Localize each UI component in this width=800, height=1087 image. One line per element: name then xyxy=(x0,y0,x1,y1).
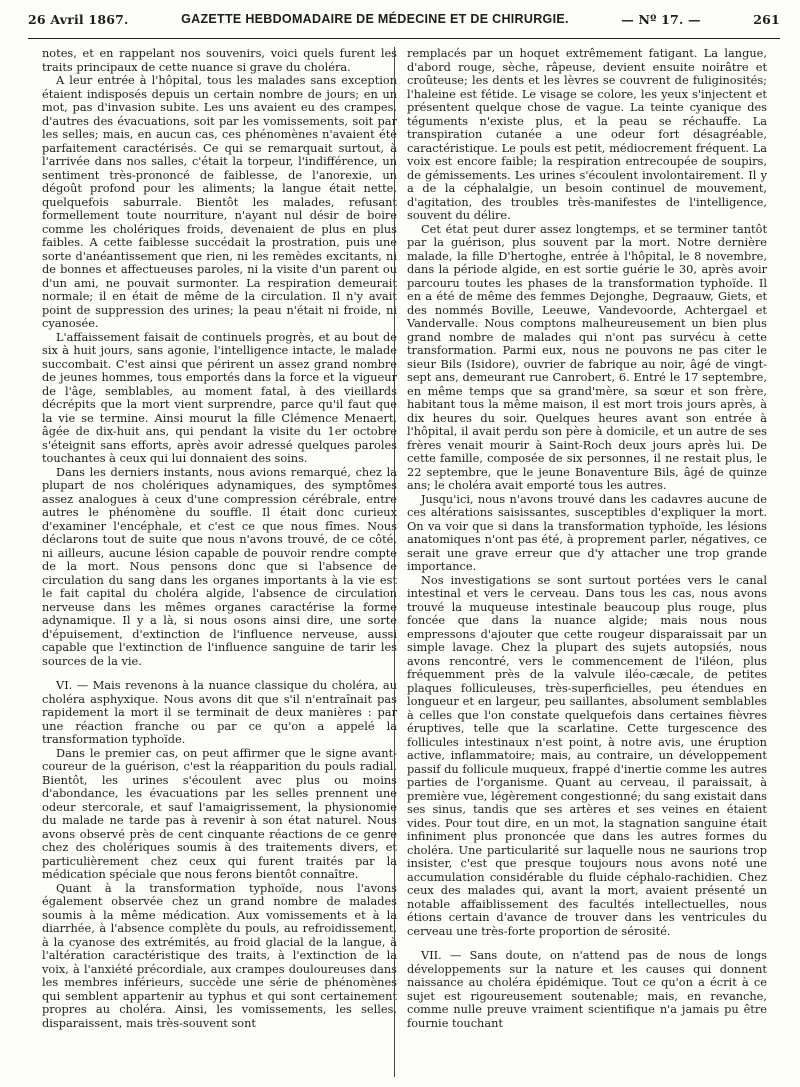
header-rule xyxy=(28,38,780,39)
paragraph: Quant à la transformation typhoïde, nous l'avons également observée chez un grand nombre de malades soumis à la même médication. Aux vomissements et à la diarrhée, à l'absence complète du pouls, au refroidissement, à la cyanose des extrémités, au froid glacial de la langue, à l'altération caractéristique des traits, à l'extinction de la voix, à l'anxiété précordiale, aux crampes douloureuses dans les membres inférieurs, succède une série de phénomènes qui semblent appartenir au typhus et qui sont certainement propres au choléra. Ainsi, les vomissements, les selles, disparaissent, mais très-souvent sont xyxy=(42,880,397,1030)
paragraph: Dans le premier cas, on peut affirmer que le signe avant-coureur de la guérison, c'est la réapparition du pouls radial. Bientôt, les urines s'écoulent avec plus ou moins d'abondance, les évacuations par les selles prennent une odeur stercorale, et sauf l'amaigrissement, la physionomie du malade ne tarde pas à revenir à son état naturel. Nous avons observé près de cent cinquante réactions de ce genre chez des cholériques soumis à des traitements divers, et particulièrement chez ceux qui furent traités par la médication spéciale que nous ferons bientôt connaître. xyxy=(42,745,397,881)
header-page-number: 261 xyxy=(753,11,780,27)
paragraph: remplacés par un hoquet extrêmement fatigant. La langue, d'abord rouge, sèche, râpeuse, devient ensuite noirâtre et croûteuse; les dents et les lèvres se couvrent de fuliginosités; l'haleine est fétide. Le visage se colore, les yeux s'injectent et présentent quelque chose de vague. La teinte cyanique des téguments n'existe plus, et la peau se réchauffe. La transpiration cutanée a une odeur fort désagréable, caractéristique. Le pouls est petit, médiocrement fréquent. La voix est encore faible; la respiration entrecoupée de soupirs, de gémissements. Les urines s'écoulent involontairement. Il y a de la céphalalgie, un besoin continuel de mouvement, d'agitation, des troubles très-manifestes de l'intelligence, souvent du délire. xyxy=(407,46,767,222)
header-issue: — Nº 17. — xyxy=(621,11,701,27)
paragraph: Jusqu'ici, nous n'avons trouvé dans les cadavres aucune de ces altérations saisissantes, susceptibles d'expliquer la mort. On va voir que si dans la transformation typhoïde, les lésions anatomiques n'ont pas été, à proprement parler, négatives, ce serait une grave erreur que d'y attacher une trop grande importance. xyxy=(407,491,767,573)
paragraph: Cet état peut durer assez longtemps, et se terminer tantôt par la guérison, plus souvent par la mort. Notre dernière malade, la fille D'hertoghe, entrée à l'hôpital, le 8 novembre, dans la période algide, en est sortie guérie le 30, après avoir parcouru toutes les phases de la transformation typhoïde. Il en a été de même des femmes Dejonghe, Degraauw, Giets, et des nommés Boville, Leeuwe, Vandevoorde, Achtergael et Vandervalle. Nous comptons malheureusement un bien plus grand nombre de malades qui n'ont pas survécu à cette transformation. Parmi eux, nous ne pouvons ne pas citer le sieur Bils (Isidore), ouvrier de fabrique au noir, âgé de vingt-sept ans, demeurant rue Canrobert, 6. Entré le 17 septembre, en même temps que sa grand'mère, sa sœur et son frère, habitant tous la même maison, il est mort trois jours après, à dix heures du soir. Quelques heures avant son entrée à l'hôpital, il avait perdu son père à domicile, et un autre de ses frères venait mourir à Saint-Roch deux jours après lui. De cette famille, composée de six personnes, il ne restait plus, le 22 septembre, que le jeune Bonaventure Bils, âgé de quinze ans; le choléra avait emporté tous les autres. xyxy=(407,221,767,492)
header-date: 26 Avril 1867. xyxy=(28,11,129,27)
section-paragraph: VI. — Mais revenons à la nuance classique du choléra, au choléra asphyxique. Nous avons dit que s'il n'entraînait pas rapidement la mort il se terminait de deux manières : par une réaction franche ou par ce qu'on a appelé la transformation typhoïde. xyxy=(42,678,397,746)
header-title: GAZETTE HEBDOMADAIRE DE MÉDECINE ET DE CHIRURGIE. xyxy=(181,12,569,26)
column-divider xyxy=(394,47,395,1077)
section-paragraph: VII. — Sans doute, on n'attend pas de nous de longs développements sur la nature et les causes qui donnent naissance au choléra épidémique. Tout ce qu'on a écrit à ce sujet est rigoureusement soutenable; mais, en revanche, comme nulle preuve vraiment scientifique n'a jamais pu être fournie touchant xyxy=(407,948,767,1030)
paragraph: notes, et en rappelant nos souvenirs, voici quels furent les traits principaux de cette nuance si grave du choléra. xyxy=(42,46,397,74)
paragraph: A leur entrée à l'hôpital, tous les malades sans exception étaient indisposés depuis un certain nombre de jours; en un mot, pas d'invasion subite. Les uns avaient eu des crampes, d'autres des évacuations, soit par les vomissements, soit par les selles; mais, en aucun cas, ces phénomènes n'avaient été parfaitement caractérisés. Ce qui se remarquait surtout, à l'arrivée dans nos salles, c'était la torpeur, l'indifférence, un sentiment très-prononcé de faiblesse, de l'anorexie, un dégoût profond pour les aliments; la langue était nette, quelquefois saburrale. Bientôt les malades, refusant formellement toute nourriture, n'ayant nul désir de boire comme les cholériques froids, devenaient de plus en plus faibles. A cette faiblesse succédait la prostration, puis une sorte d'anéantissement que rien, ni les remèdes excitants, ni de bonnes et affectueuses paroles, ni la visite d'un parent ou d'un ami, ne pouvait surmonter. La respiration demeurait normale; il en était de même de la circulation. Il n'y avait point de suppression des urines; la peau n'était ni froide, ni cyanosée. xyxy=(42,73,397,330)
paragraph: L'affaissement faisait de continuels progrès, et au bout de six à huit jours, sans agonie, l'intelligence intacte, le malade succombait. C'est ainsi que périrent un assez grand nombre de jeunes hommes, tous emportés dans la force et la vigueur de l'âge, semblables, au moment fatal, à des vieillards décrépits que la mort vient surprendre, parce qu'il faut que la vie se termine. Ainsi mourut la fille Clémence Menaert, âgée de dix-huit ans, qui pendant la visite du 1er octobre s'éteignit sans efforts, après avoir adressé quelques paroles touchantes à ceux qui lui donnaient des soins. xyxy=(42,329,397,465)
left-column xyxy=(42,47,397,1030)
paragraph: Nos investigations se sont surtout portées vers le canal intestinal et vers le cerveau. Dans tous les cas, nous avons trouvé la muqueuse intestinale beaucoup plus rouge, plus foncée que dans la nuance algide; mais nous nous empressons d'ajouter que cette rougeur disparaissait par un simple lavage. Chez la plupart des sujets autopsiés, nous avons rencontré, vers le commencement de l'iléon, plus fréquemment près de la valvule iléo-cæcale, de petites plaques folliculeuses, très-superficielles, peu étendues en longueur et en largeur, peu saillantes, absolument semblables à celles que l'on constate quelquefois dans certaines fièvres éruptives, telle que la scarlatine. Cette turgescence des follicules intestinaux n'est point, à notre avis, une éruption active, inflammatoire; mais, au contraire, un développement passif du follicule muqueux, frappé d'inertie comme les autres parties de l'organisme. Quant au cerveau, il paraissait, à première vue, légèrement congestionné; du sang existait dans ses sinus, tandis que ses artères et ses veines en étaient vides. Pour tout dire, en un mot, la stagnation sanguine était infiniment plus prononcée que dans les autres formes du choléra. Une particularité sur laquelle nous ne saurions trop insister, c'est que presque toujours nous avons noté une accumulation considérable du fluide céphalo-rachidien. Chez ceux des malades qui, avant la mort, avaient présenté un notable affaiblissement des facultés intellectuelles, nous étions certain d'avance de trouver dans les ventricules du cerveau une très-forte proportion de sérosité. xyxy=(407,572,767,938)
paragraph: Dans les derniers instants, nous avions remarqué, chez la plupart de nos cholériques adynamiques, des symptômes assez analogues à ceux d'une compression cérébrale, entre autres le phénomène du souffle. Il était donc curieux d'examiner l'encéphale, et c'est ce que nous fîmes. Nous déclarons tout de suite que nous n'avons trouvé, de ce côté, ni ailleurs, aucune lésion capable de pouvoir rendre compte de la mort. Nous pensons donc que si l'absence de circulation du sang dans les organes importants à la vie est le fait capital du choléra algide, l'absence de circulation nerveuse dans les mêmes organes caractérise la forme adynamique. Il y a là, si nous osons ainsi dire, une sorte d'épuisement, d'extinction de l'influence nerveuse, aussi capable que l'extinction de l'influence sanguine de tarir les sources de la vie. xyxy=(42,464,397,668)
right-column xyxy=(407,47,767,1030)
running-header xyxy=(28,4,780,34)
